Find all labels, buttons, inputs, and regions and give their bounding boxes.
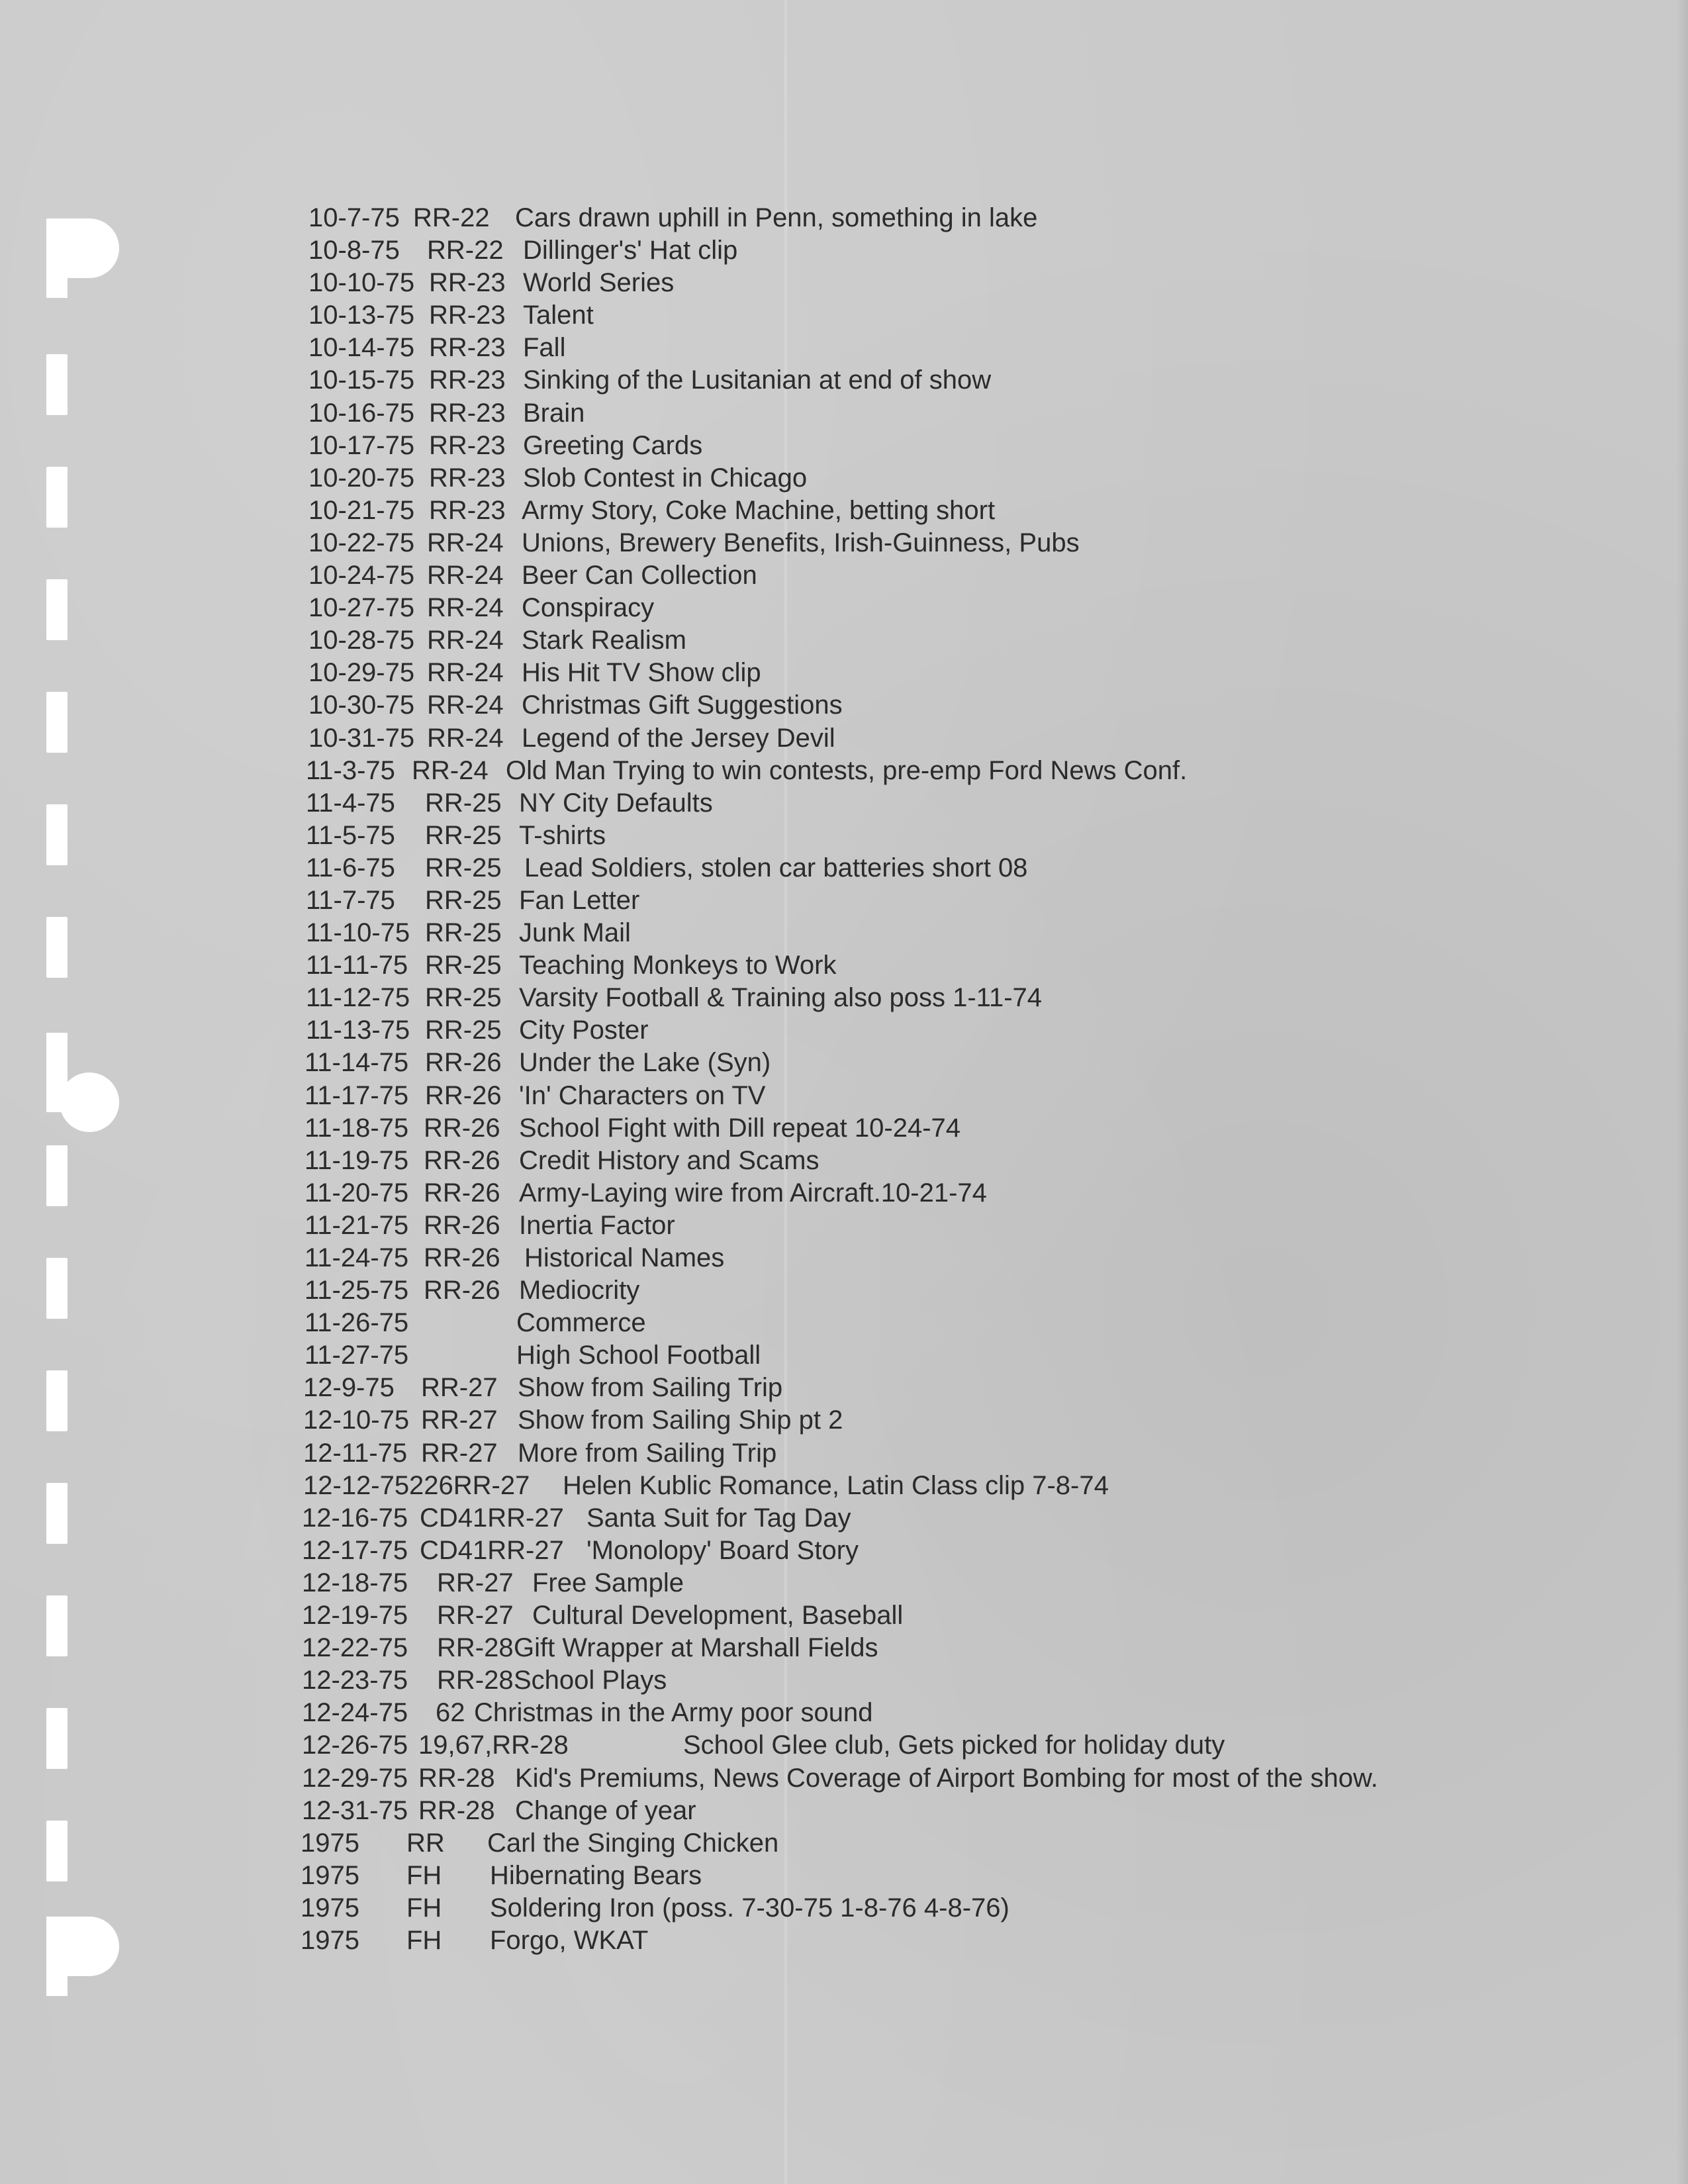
entry-code: RR-28 (418, 1795, 495, 1825)
entry-date: 11-13-75 (306, 1016, 410, 1045)
entry-description: Cars drawn uphill in Penn, something in lake (515, 203, 1038, 232)
log-entry-row (0, 1762, 1688, 1795)
log-entry-row (0, 787, 1688, 820)
log-entry-row (0, 1664, 1688, 1697)
entry-code: RR-22 (413, 203, 490, 232)
episode-log-list (0, 202, 1688, 1957)
entry-date: 11-3-75 (306, 755, 395, 785)
entry-code: 19,67,RR-28 (418, 1731, 569, 1760)
log-entry-row (0, 364, 1688, 397)
entry-code: CD41RR-27 (420, 1503, 564, 1533)
log-entry-row (0, 1177, 1688, 1210)
entry-code: RR-24 (427, 561, 504, 591)
entry-date: 11-5-75 (306, 820, 395, 850)
entry-code: RR-27 (421, 1405, 498, 1435)
entry-date: 12-17-75 (302, 1535, 408, 1565)
entry-date: 10-21-75 (308, 495, 415, 525)
entry-description: Credit History and Scams (519, 1145, 820, 1175)
entry-description: NY City Defaults (519, 788, 713, 818)
log-entry-row (0, 202, 1688, 234)
entry-date: 1975 (301, 1828, 359, 1858)
entry-code: RR-25 (425, 820, 502, 850)
entry-description: High School Football (516, 1341, 761, 1370)
entry-description: Slob Contest in Chicago (523, 463, 808, 493)
entry-code: RR-22 (427, 236, 504, 265)
entry-description: Conspiracy (522, 593, 655, 623)
log-entry-row (0, 1437, 1688, 1470)
log-entry-row (0, 917, 1688, 949)
entry-date: 11-24-75 (305, 1243, 409, 1272)
entry-description: School Plays (514, 1666, 667, 1695)
entry-date: 11-27-75 (305, 1341, 409, 1370)
entry-date: 10-16-75 (308, 398, 415, 428)
entry-description: Sinking of the Lusitanian at end of show (523, 365, 992, 395)
entry-code: RR-25 (425, 788, 502, 818)
entry-description: Beer Can Collection (522, 561, 757, 591)
entry-date: 10-28-75 (308, 626, 415, 655)
entry-code: RR-27 (421, 1373, 498, 1403)
entry-code: RR-23 (429, 301, 506, 330)
entry-date: 1975 (301, 1860, 359, 1890)
log-entry-row (0, 820, 1688, 852)
entry-description: City Poster (519, 1016, 649, 1045)
entry-date: 11-11-75 (306, 951, 408, 980)
entry-date: 12-16-75 (302, 1503, 408, 1533)
entry-code: RR-23 (429, 463, 506, 493)
log-entry-row (0, 1307, 1688, 1339)
entry-date: 11-7-75 (306, 885, 395, 915)
entry-date: 12-23-75 (302, 1666, 408, 1695)
log-entry-row (0, 1080, 1688, 1112)
log-entry-row (0, 1535, 1688, 1567)
log-entry-row (0, 1242, 1688, 1274)
entry-code: RR-24 (427, 528, 504, 557)
log-entry-row (0, 982, 1688, 1014)
entry-date: 10-17-75 (308, 430, 415, 460)
entry-date: 11-25-75 (305, 1276, 409, 1306)
entry-date: 11-20-75 (305, 1178, 409, 1208)
entry-description: Brain (523, 398, 585, 428)
entry-description: Varsity Football & Training also poss 1-11-74 (519, 983, 1043, 1013)
entry-date: 12-18-75 (302, 1568, 408, 1597)
entry-description: Hibernating Bears (490, 1860, 702, 1890)
entry-code: RR-28 (437, 1666, 514, 1695)
log-entry-row (0, 624, 1688, 657)
entry-code: 62 (436, 1698, 465, 1728)
entry-description: Unions, Brewery Benefits, Irish-Guinness, Pubs (522, 528, 1080, 557)
entry-description: 'Monolopy' Board Story (586, 1535, 859, 1565)
log-entry-row (0, 332, 1688, 364)
log-entry-row (0, 1274, 1688, 1307)
log-entry-row (0, 559, 1688, 592)
entry-date: 11-18-75 (305, 1113, 409, 1143)
entry-description: Fall (523, 333, 566, 363)
entry-code: RR-25 (425, 918, 502, 948)
entry-date: 12-31-75 (302, 1795, 408, 1825)
entry-date: 12-26-75 (302, 1731, 408, 1760)
entry-code: RR-24 (427, 626, 504, 655)
entry-date: 12-10-75 (303, 1405, 410, 1435)
entry-code: 226RR-27 (409, 1470, 530, 1500)
log-entry-row (0, 657, 1688, 689)
entry-description: Teaching Monkeys to Work (519, 951, 837, 980)
log-entry-row (0, 689, 1688, 722)
log-entry-row (0, 299, 1688, 332)
entry-date: 10-22-75 (308, 528, 415, 557)
entry-description: Free Sample (532, 1568, 684, 1597)
log-entry-row (0, 1632, 1688, 1664)
entry-date: 12-29-75 (302, 1763, 408, 1793)
log-entry-row (0, 1112, 1688, 1145)
entry-code: RR-23 (429, 333, 506, 363)
entry-date: 10-20-75 (308, 463, 415, 493)
entry-code: RR-28 (437, 1633, 514, 1663)
log-entry-row (0, 1047, 1688, 1079)
entry-code: FH (406, 1925, 442, 1955)
entry-date: 10-13-75 (308, 301, 415, 330)
entry-code: RR-24 (427, 658, 504, 688)
entry-description: Gift Wrapper at Marshall Fields (514, 1633, 878, 1663)
log-entry-row (0, 267, 1688, 299)
entry-description: Commerce (516, 1308, 646, 1338)
log-entry-row (0, 1729, 1688, 1762)
log-entry-row (0, 1697, 1688, 1729)
entry-date: 10-30-75 (308, 690, 415, 720)
entry-description: Show from Sailing Trip (518, 1373, 783, 1403)
entry-date: 12-11-75 (303, 1438, 408, 1468)
log-entry-row (0, 1795, 1688, 1827)
log-entry-row (0, 1145, 1688, 1177)
entry-code: RR-23 (429, 495, 506, 525)
entry-description: Old Man Trying to win contests, pre-emp Ford News Conf. (506, 755, 1188, 785)
entry-date: 11-21-75 (305, 1210, 409, 1240)
entry-date: 12-9-75 (303, 1373, 395, 1403)
entry-date: 10-24-75 (308, 561, 415, 591)
entry-date: 10-14-75 (308, 333, 415, 363)
entry-description: Christmas Gift Suggestions (522, 690, 843, 720)
entry-description: More from Sailing Trip (518, 1438, 777, 1468)
entry-description: Talent (523, 301, 594, 330)
entry-description: Forgo, WKAT (490, 1925, 649, 1955)
entry-code: RR-27 (421, 1438, 498, 1468)
entry-code: RR-26 (424, 1178, 500, 1208)
log-entry-row (0, 1599, 1688, 1632)
entry-code: RR (406, 1828, 445, 1858)
entry-description: 'In' Characters on TV (519, 1080, 766, 1110)
entry-date: 10-7-75 (308, 203, 400, 232)
entry-date: 11-17-75 (305, 1080, 409, 1110)
entry-code: FH (406, 1893, 442, 1923)
entry-code: RR-25 (425, 951, 502, 980)
log-entry-row (0, 592, 1688, 624)
entry-code: RR-24 (412, 755, 489, 785)
entry-description: Soldering Iron (poss. 7-30-75 1-8-76 4-8-76) (490, 1893, 1009, 1923)
entry-date: 11-12-75 (306, 983, 410, 1013)
entry-code: RR-23 (429, 398, 506, 428)
entry-description: Mediocrity (519, 1276, 640, 1306)
log-entry-row (0, 1404, 1688, 1437)
entry-date: 12-19-75 (302, 1601, 408, 1631)
entry-code: FH (406, 1860, 442, 1890)
entry-code: RR-25 (425, 885, 502, 915)
entry-description: Show from Sailing Ship pt 2 (518, 1405, 843, 1435)
entry-code: RR-23 (429, 268, 506, 298)
entry-date: 10-10-75 (308, 268, 415, 298)
log-entry-row (0, 884, 1688, 917)
log-entry-row (0, 495, 1688, 527)
entry-code: RR-26 (424, 1210, 500, 1240)
entry-description: Army Story, Coke Machine, betting short (522, 495, 996, 525)
entry-code: RR-23 (429, 430, 506, 460)
entry-description: Fan Letter (519, 885, 640, 915)
log-entry-row (0, 462, 1688, 495)
entry-description: Army-Laying wire from Aircraft.10-21-74 (519, 1178, 987, 1208)
entry-description: Santa Suit for Tag Day (586, 1503, 851, 1533)
entry-date: 11-4-75 (306, 788, 395, 818)
entry-code: RR-26 (424, 1276, 500, 1306)
log-entry-row (0, 1339, 1688, 1372)
entry-description: School Fight with Dill repeat 10-24-74 (519, 1113, 961, 1143)
entry-description: Cultural Development, Baseball (532, 1601, 904, 1631)
entry-code: RR-25 (425, 1016, 502, 1045)
log-entry-row (0, 1892, 1688, 1924)
entry-description: His Hit TV Show clip (522, 658, 761, 688)
entry-code: RR-28 (418, 1763, 495, 1793)
entry-date: 11-14-75 (305, 1048, 409, 1078)
entry-description: Carl the Singing Chicken (487, 1828, 779, 1858)
entry-description: Historical Names (524, 1243, 725, 1272)
entry-code: RR-26 (424, 1113, 500, 1143)
entry-description: Dillinger's' Hat clip (523, 236, 738, 265)
entry-description: Helen Kublic Romance, Latin Class clip 7-8-74 (563, 1470, 1109, 1500)
entry-code: RR-23 (429, 365, 506, 395)
entry-date: 11-6-75 (306, 853, 395, 882)
entry-code: RR-24 (427, 690, 504, 720)
entry-code: RR-27 (437, 1568, 514, 1597)
entry-description: Legend of the Jersey Devil (522, 723, 835, 753)
entry-description: School Glee club, Gets picked for holiday duty (683, 1731, 1225, 1760)
log-entry-row (0, 1924, 1688, 1957)
entry-code: RR-26 (424, 1145, 500, 1175)
entry-code: RR-25 (425, 983, 502, 1013)
entry-code: RR-26 (424, 1243, 500, 1272)
entry-code: CD41RR-27 (420, 1535, 564, 1565)
log-entry-row (0, 234, 1688, 267)
entry-description: Greeting Cards (523, 430, 703, 460)
log-entry-row (0, 1210, 1688, 1242)
entry-date: 11-10-75 (306, 918, 410, 948)
entry-date: 10-31-75 (308, 723, 415, 753)
log-entry-row (0, 1372, 1688, 1404)
log-entry-row (0, 949, 1688, 982)
log-entry-row (0, 430, 1688, 462)
log-entry-row (0, 527, 1688, 559)
entry-date: 11-26-75 (305, 1308, 409, 1338)
entry-code: RR-26 (425, 1080, 502, 1110)
log-entry-row (0, 755, 1688, 787)
entry-description: Stark Realism (522, 626, 686, 655)
log-entry-row (0, 1470, 1688, 1502)
entry-code: RR-24 (427, 723, 504, 753)
entry-date: 1975 (301, 1893, 359, 1923)
entry-description: Change of year (515, 1795, 696, 1825)
log-entry-row (0, 1567, 1688, 1599)
log-entry-row (0, 397, 1688, 430)
entry-code: RR-27 (437, 1601, 514, 1631)
entry-code: RR-24 (427, 593, 504, 623)
entry-date: 10-27-75 (308, 593, 415, 623)
entry-code: RR-25 (425, 853, 502, 882)
entry-description: Kid's Premiums, News Coverage of Airport Bombing for most of the show. (515, 1763, 1378, 1793)
log-entry-row (0, 722, 1688, 755)
entry-date: 12-12-75 (303, 1470, 410, 1500)
entry-date: 11-19-75 (305, 1145, 409, 1175)
entry-description: Inertia Factor (519, 1210, 675, 1240)
entry-date: 10-29-75 (308, 658, 415, 688)
entry-date: 12-22-75 (302, 1633, 408, 1663)
entry-date: 10-15-75 (308, 365, 415, 395)
entry-description: Under the Lake (Syn) (519, 1048, 771, 1078)
log-entry-row (0, 1502, 1688, 1535)
entry-description: Lead Soldiers, stolen car batteries short 08 (524, 853, 1028, 882)
entry-description: Christmas in the Army poor sound (474, 1698, 873, 1728)
entry-date: 1975 (301, 1925, 359, 1955)
entry-date: 10-8-75 (308, 236, 400, 265)
log-entry-row (0, 1860, 1688, 1892)
log-entry-row (0, 1827, 1688, 1860)
log-entry-row (0, 1014, 1688, 1047)
log-entry-row (0, 852, 1688, 884)
entry-description: Junk Mail (519, 918, 631, 948)
entry-description: World Series (523, 268, 675, 298)
entry-description: T-shirts (519, 820, 606, 850)
entry-date: 12-24-75 (302, 1698, 408, 1728)
entry-code: RR-26 (425, 1048, 502, 1078)
